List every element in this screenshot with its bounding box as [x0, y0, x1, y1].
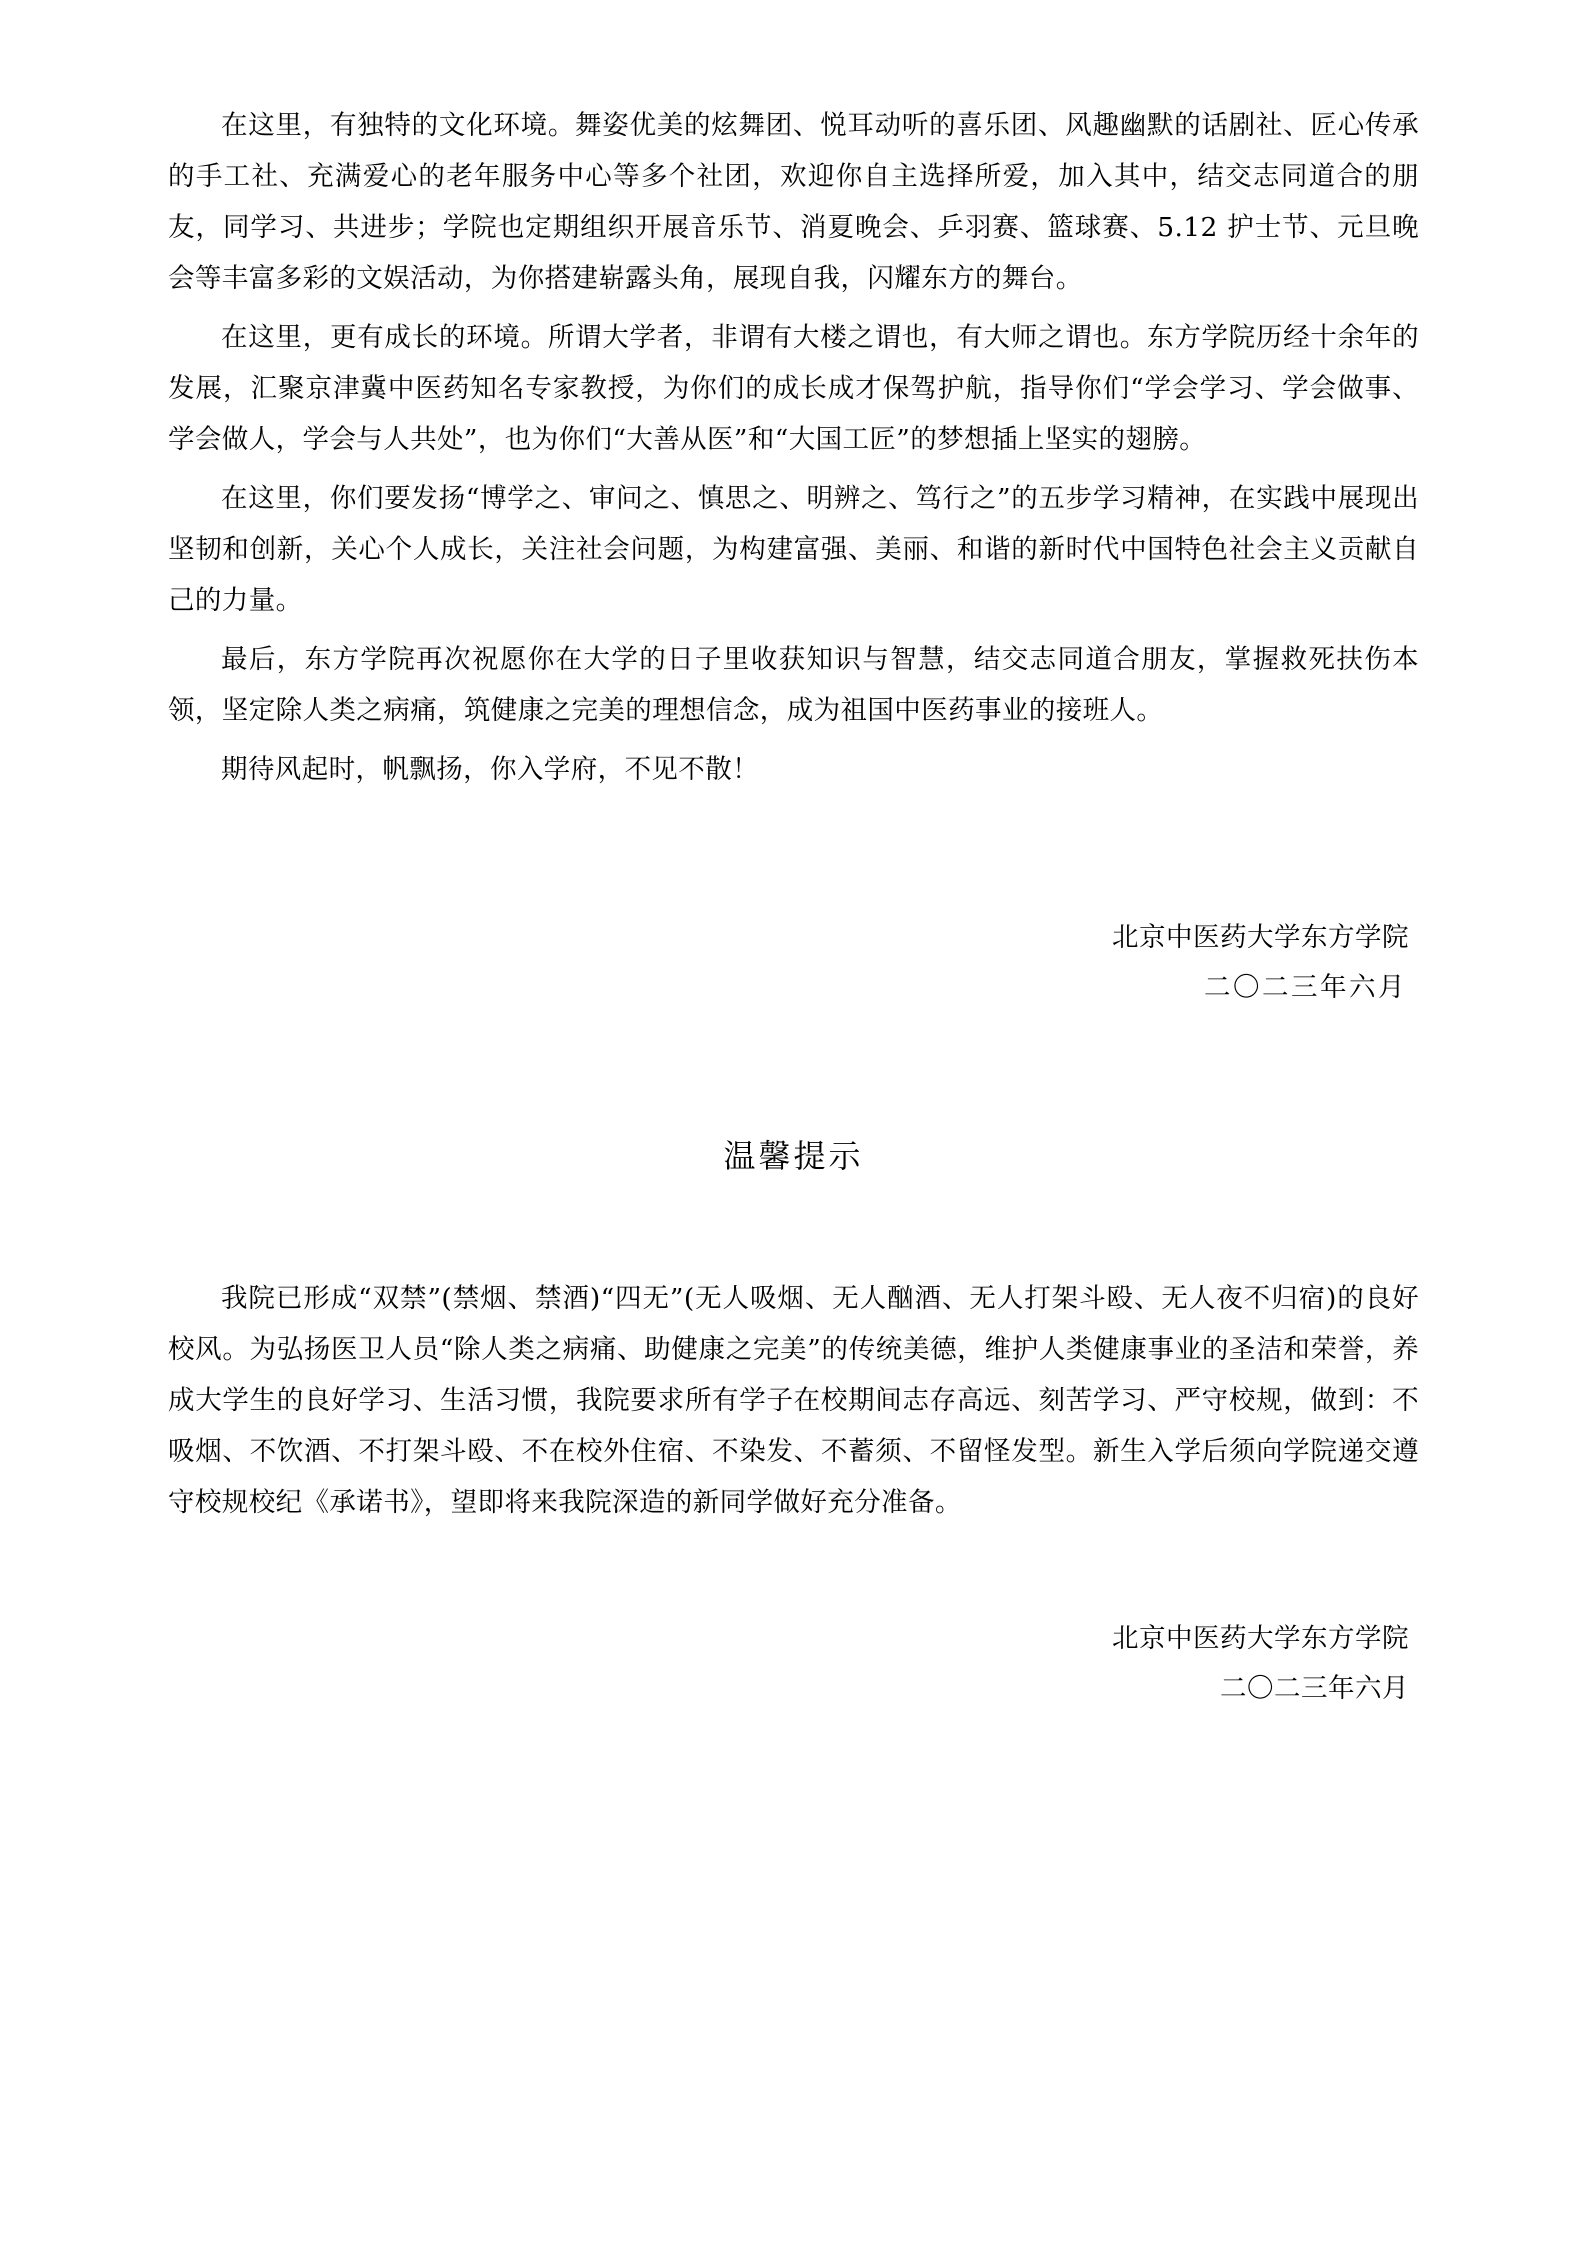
signature-organization: 北京中医药大学东方学院: [1112, 1623, 1409, 1654]
paragraph: 在这里，更有成长的环境。所谓大学者，非谓有大楼之谓也，有大师之谓也。东方学院历经十余年的发展，汇聚京津冀中医药知名专家教授，为你们的成长成才保驾护航，指导你们“学会学习、学会做事、学会做人，学会与人共处”，也为你们“大善从医”和“大国工匠”的梦想插上坚实的翅膀。: [168, 322, 1419, 455]
signature-organization: 北京中医药大学东方学院: [1112, 922, 1409, 953]
paragraph: 期待风起时，帆飘扬，你入学府，不见不散！: [221, 754, 759, 785]
notice-body: [168, 1273, 1419, 1528]
letter-body: [168, 100, 1419, 795]
signature-date: 二〇二三年六月: [1204, 972, 1407, 1003]
spacer: [168, 1177, 1419, 1273]
paragraph: 我院已形成“双禁”(禁烟、禁酒)“四无”(无人吸烟、无人酗酒、无人打架斗殴、无人夜不归宿)的良好校风。为弘扬医卫人员“除人类之病痛、助健康之完美”的传统美德，维护人类健康事业的圣洁和荣誉，养成大学生的良好学习、生活习惯，我院要求所有学子在校期间志存高远、刻苦学习、严守校规，做到：不吸烟、不饮酒、不打架斗殴、不在校外住宿、不染发、不蓄须、不留怪发型。新生入学后须向学院递交遵守校规校纪《承诺书》，望即将来我院深造的新同学做好充分准备。: [168, 1283, 1419, 1518]
letter-signature: [168, 913, 1419, 1013]
paragraph: 在这里，你们要发扬“博学之、审问之、慎思之、明辨之、笃行之”的五步学习精神，在实践中展现出坚韧和创新，关心个人成长，关注社会问题，为构建富强、美丽、和谐的新时代中国特色社会主义贡献自己的力量。: [168, 483, 1419, 616]
spacer: [168, 1714, 1419, 1944]
signature-date: 二〇二三年六月: [1220, 1673, 1409, 1704]
notice-signature: [168, 1614, 1419, 1714]
paragraph: 最后，东方学院再次祝愿你在大学的日子里收获知识与智慧，结交志同道合朋友，掌握救死扶伤本领，坚定除人类之病痛，筑健康之完美的理想信念，成为祖国中医药事业的接班人。: [168, 644, 1419, 726]
paragraph: 在这里，有独特的文化环境。舞姿优美的炫舞团、悦耳动听的喜乐团、风趣幽默的话剧社、匠心传承的手工社、充满爱心的老年服务中心等多个社团，欢迎你自主选择所爱，加入其中，结交志同道合的朋友，同学习、共进步；学院也定期组织开展音乐节、消夏晚会、乒羽赛、篮球赛、5.12 护士节、元旦晚会等丰富多彩的文娱活动，为你搭建崭露头角，展现自我，闪耀东方的舞台。: [168, 110, 1419, 294]
page-title: 温馨提示: [723, 1137, 864, 1175]
